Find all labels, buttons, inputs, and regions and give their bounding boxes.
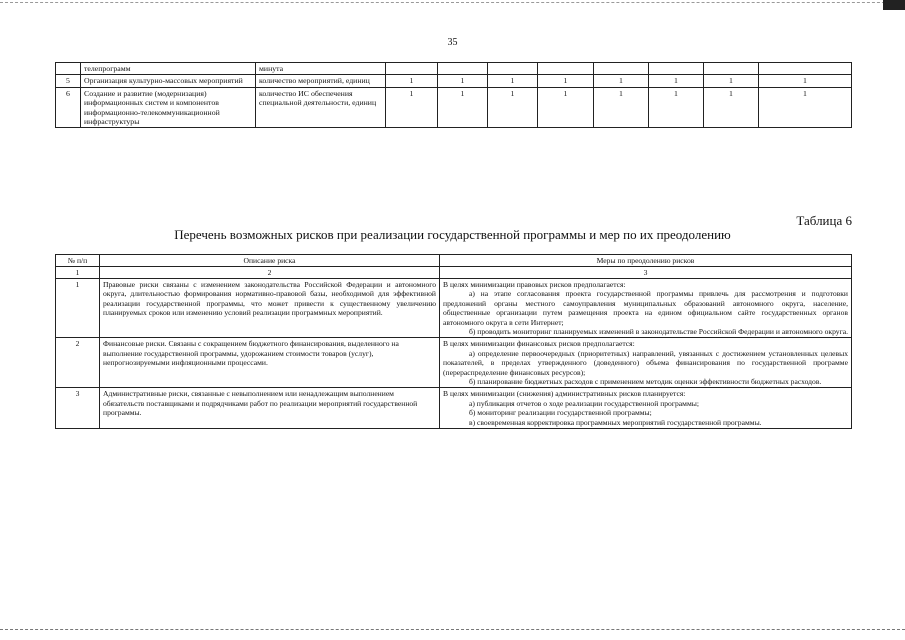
indicators-table [55, 62, 852, 128]
value-cell: 1 [649, 87, 704, 128]
value-cell: 1 [704, 87, 759, 128]
risk-description: Правовые риски связаны с изменением законодательства Российской Федерации и автономного округа, длительностью формирования нормативно-правовой базы, необходимой для эффективной реализации государственной программы, что может привести к существенному увеличению планируемых сроков или изменению условий реализации программных мероприятий. [100, 279, 440, 338]
value-cell [538, 63, 594, 75]
value-cell [704, 63, 759, 75]
value-cell [488, 63, 538, 75]
risk-measures [440, 338, 852, 388]
page-title: Перечень возможных рисков при реализации государственной программы и мер по их преодолению [174, 227, 731, 242]
table-row [56, 388, 852, 429]
value-cell [649, 63, 704, 75]
measure-item: б) планирование бюджетных расходов с применением методик оценки эффективности бюджетных расходов. [469, 377, 822, 387]
value-cell: 1 [438, 87, 488, 128]
header-description: Описание риска [100, 255, 440, 267]
value-cell: 1 [704, 75, 759, 87]
row-number: 3 [56, 388, 100, 429]
measure-item: а) определение первоочередных (приоритетных) направлений, увязанных с достижением установленных целевых показателей, в пределах утвержденного (доведенного) объема финансирования по государственной программе (перераспределение финансовых ресурсов); [443, 348, 848, 377]
measure-item: в) своевременная корректировка программных мероприятий государственной программы. [469, 417, 762, 427]
table-row [56, 87, 852, 128]
value-cell: 1 [759, 75, 852, 87]
measure-item: б) проводить мониторинг планируемых изменений в законодательстве Российской Федерации и автономного округа. [469, 327, 848, 337]
indicator-name: Организация культурно-массовых мероприятий [81, 75, 256, 87]
col-number: 2 [100, 267, 440, 279]
col-number: 3 [440, 267, 852, 279]
indicator-name: Создание и развитие (модернизация) информационных систем и компонентов информационно-телекоммуникационной инфраструктуры [81, 87, 256, 128]
value-cell: 1 [386, 87, 438, 128]
measure-item: а) на этапе согласования проекта государственной программы привлечь для рассмотрения и подготовки предложений органы местного самоуправления муниципальных образований автономного округа, население, общественные организации путем размещения проекта на едином официальном сайте государственных органов автономного округа в сети Интернет; [443, 289, 848, 327]
header-row [56, 255, 852, 267]
value-cell: 1 [488, 87, 538, 128]
value-cell [386, 63, 438, 75]
table-row [56, 279, 852, 338]
value-cell [759, 63, 852, 75]
value-cell: 1 [488, 75, 538, 87]
risks-table [55, 254, 852, 429]
row-number: 5 [56, 75, 81, 87]
value-cell: 1 [386, 75, 438, 87]
measures-intro: В целях минимизации финансовых рисков предполагается: [443, 339, 635, 349]
indicator-unit: количество мероприятий, единиц [256, 75, 386, 87]
value-cell: 1 [538, 87, 594, 128]
measure-item: б) мониторинг реализации государственной программы; [469, 408, 652, 418]
risk-measures [440, 388, 852, 429]
measure-item: а) публикация отчетов о ходе реализации государственной программы; [469, 398, 699, 408]
header-num: № п/п [56, 255, 100, 267]
scan-edge-top [0, 2, 905, 3]
header-measures: Меры по преодолению рисков [440, 255, 852, 267]
value-cell [594, 63, 649, 75]
measures-intro: В целях минимизации правовых рисков предполагается: [443, 280, 626, 289]
row-number: 6 [56, 87, 81, 128]
scan-edge-bottom [0, 629, 905, 630]
scan-corner-mark [883, 0, 905, 10]
col-number: 1 [56, 267, 100, 279]
value-cell: 1 [594, 87, 649, 128]
column-number-row [56, 267, 852, 279]
risk-measures [440, 279, 852, 338]
page-number: 35 [447, 37, 458, 48]
table-row [56, 338, 852, 388]
value-cell: 1 [649, 75, 704, 87]
risk-description: Административные риски, связанные с невыполнением или ненадлежащим выполнением обязательств поставщиками и подрядчиками работ по реализации мероприятий государственной программы. [100, 388, 440, 429]
table-row [56, 75, 852, 87]
row-number: 1 [56, 279, 100, 338]
row-number: 2 [56, 338, 100, 388]
value-cell: 1 [594, 75, 649, 87]
indicator-unit: количество ИС обеспечения специальной деятельности, единиц [256, 87, 386, 128]
value-cell: 1 [759, 87, 852, 128]
indicator-unit: минута [256, 63, 386, 75]
row-number [56, 63, 81, 75]
risk-description: Финансовые риски. Связаны с сокращением бюджетного финансирования, выделенного на выполнение государственной программы, удорожанием стоимости товаров (услуг), непрогнозируемыми инфляционными процессами. [100, 338, 440, 388]
value-cell: 1 [438, 75, 488, 87]
table-label: Таблица 6 [796, 213, 852, 228]
measures-intro: В целях минимизации (снижения) административных рисков планируется: [443, 389, 686, 399]
table-row [56, 63, 852, 75]
value-cell: 1 [538, 75, 594, 87]
indicator-name: телепрограмм [81, 63, 256, 75]
value-cell [438, 63, 488, 75]
